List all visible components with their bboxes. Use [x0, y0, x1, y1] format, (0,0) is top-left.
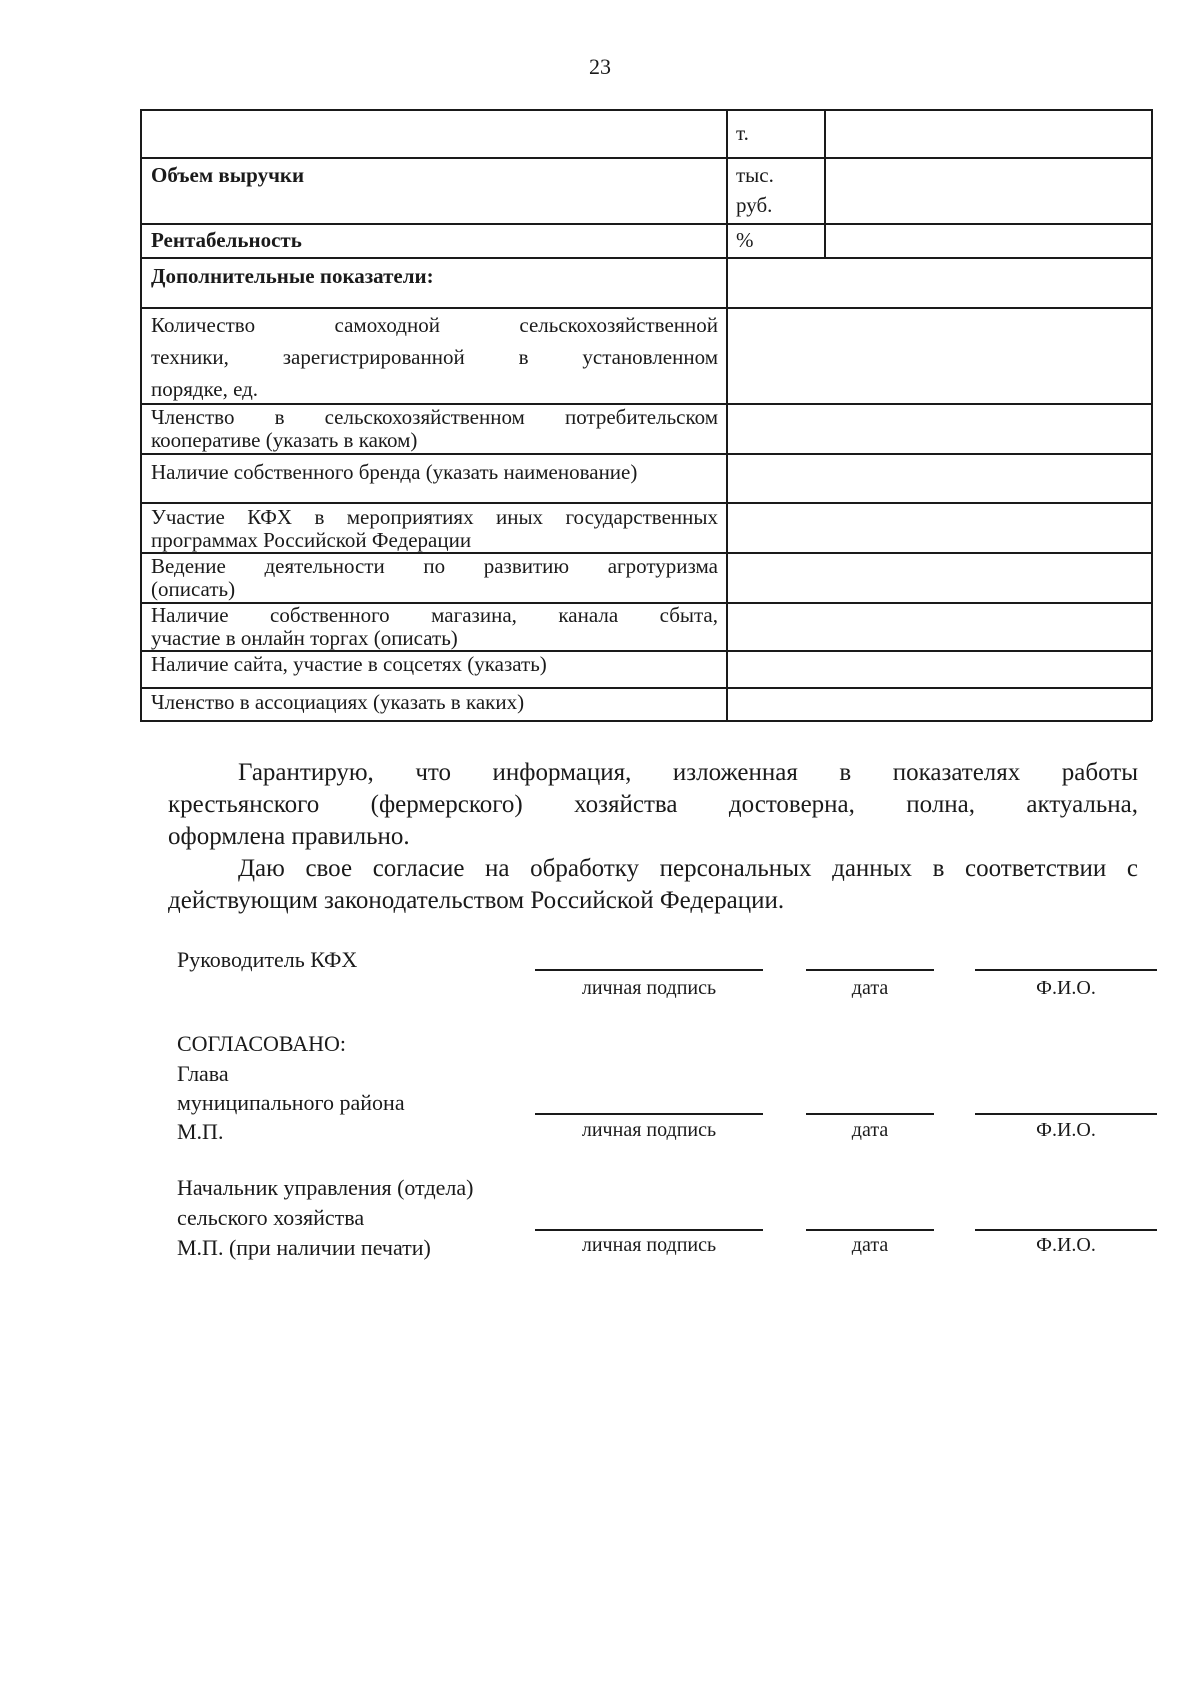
row-label: Наличие сайта, участие в соцсетях (указать): [151, 652, 547, 676]
chief-line-2: сельского хозяйства: [177, 1205, 365, 1230]
guarantee-line-2: крестьянского (фермерского) хозяйства достоверна, полна, актуальна,: [168, 791, 1138, 818]
name-line: [975, 1229, 1157, 1231]
guarantee-paragraph: [168, 757, 1138, 853]
guarantee-line-1: Гарантирую, что информация, изложенная в показателях работы: [238, 759, 1138, 786]
row-label-line-2: (описать): [151, 577, 236, 601]
indicators-table: [140, 109, 1152, 721]
signature-line: [535, 1229, 763, 1231]
name-caption: Ф.И.О.: [1036, 1234, 1096, 1256]
row-label-line-2: программах Российской Федерации: [151, 528, 472, 552]
page-number: 23: [589, 54, 611, 79]
row-label-line-2: участие в онлайн торгах (описать): [151, 626, 458, 650]
date-line: [806, 1229, 934, 1231]
row-label-line-1: Ведение деятельности по развитию агротуризма: [151, 554, 718, 578]
consent-line-1: Даю свое согласие на обработку персональных данных в соответствии с: [238, 855, 1138, 882]
head-kfh-label: Руководитель КФХ: [177, 947, 358, 972]
signature-caption: личная подпись: [581, 1234, 717, 1256]
name-line: [975, 1113, 1157, 1115]
row-label-line-2: техники, зарегистрированной в установленном: [151, 345, 718, 369]
row-label-line-3: порядке, ед.: [151, 377, 259, 401]
name-caption: Ф.И.О.: [1036, 977, 1096, 999]
signature-caption: личная подпись: [581, 1119, 717, 1141]
date-caption: дата: [851, 1234, 889, 1256]
date-line: [806, 1113, 934, 1115]
row-label-line-1: Количество самоходной сельскохозяйственной: [151, 313, 718, 337]
consent-paragraph: [168, 853, 1138, 917]
signature-caption: личная подпись: [581, 977, 717, 999]
date-caption: дата: [851, 1119, 889, 1141]
row-label-line-1: Наличие собственного магазина, канала сбыта,: [151, 603, 718, 627]
agreed-label: СОГЛАСОВАНО:: [177, 1031, 346, 1056]
signature-line: [535, 1113, 763, 1115]
row-label: Рентабельность: [151, 228, 302, 252]
chief-line-3: М.П. (при наличии печати): [177, 1235, 431, 1260]
section-heading: Дополнительные показатели:: [151, 264, 434, 288]
date-caption: дата: [851, 977, 889, 999]
chief-line-1: Начальник управления (отдела): [177, 1175, 474, 1200]
row-unit-line-1: тыс.: [736, 163, 774, 187]
row-label-line-1: Участие КФХ в мероприятиях иных государственных: [151, 505, 718, 529]
row-unit: т.: [736, 121, 749, 145]
row-label: Наличие собственного бренда (указать наименование): [151, 460, 638, 484]
name-caption: Ф.И.О.: [1036, 1119, 1096, 1141]
district-head-line-2: муниципального района: [177, 1090, 405, 1115]
row-unit-line-2: руб.: [736, 193, 773, 217]
row-unit: %: [736, 228, 754, 252]
row-label: Членство в ассоциациях (указать в каких): [151, 690, 525, 714]
date-line: [806, 969, 934, 971]
guarantee-line-3: оформлена правильно.: [168, 823, 410, 850]
row-label-line-2: кооперативе (указать в каком): [151, 428, 418, 452]
row-label: Объем выручки: [151, 163, 305, 187]
row-label-line-1: Членство в сельскохозяйственном потребительском: [151, 405, 718, 429]
signature-line: [535, 969, 763, 971]
district-head-line-3: М.П.: [177, 1119, 224, 1144]
consent-line-2: действующим законодательством Российской Федерации.: [168, 887, 785, 914]
district-head-line-1: Глава: [177, 1061, 229, 1086]
name-line: [975, 969, 1157, 971]
